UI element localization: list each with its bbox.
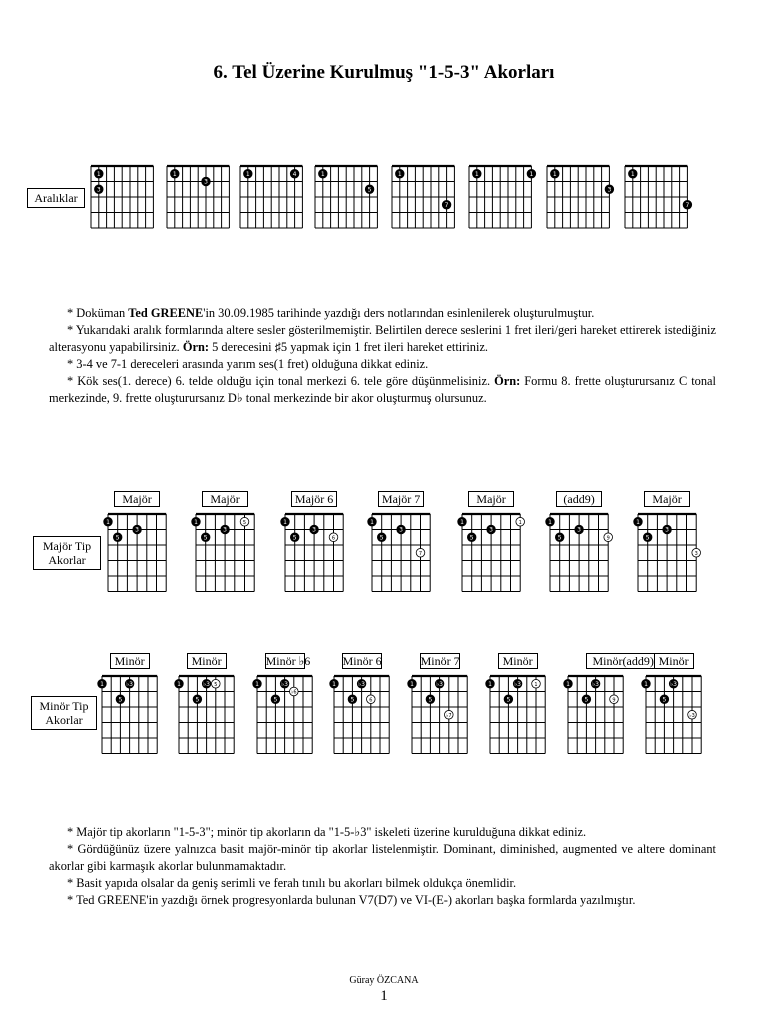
chord-name-label: Majör (114, 491, 160, 507)
note-degree-label: 1 (255, 680, 259, 688)
chord-diagram (542, 506, 616, 600)
note-degree-label: 5 (350, 696, 355, 704)
note-item: * Ted GREENE'in yazdığı örnek progresyonlarda bulunan V7(D7) ve VI-(E-) akorları başka formlarda yazılmıştır. (67, 893, 636, 907)
note-degree-label: 3 (96, 186, 101, 194)
note-degree-label: 6 (331, 535, 336, 542)
note-degree-label: 9 (606, 535, 610, 542)
note-degree-label: 3 (204, 178, 208, 186)
chord-diagram (482, 668, 553, 762)
note-degree-label: ♭3 (689, 712, 695, 719)
note-degree-label: 4 (292, 170, 297, 178)
note-degree-label: 1 (320, 170, 325, 178)
note-degree-label: 1 (106, 518, 110, 526)
note-degree-label: 3 (607, 186, 612, 194)
note-degree-label: 1 (644, 680, 648, 688)
notes-block-1 (49, 305, 716, 407)
chord-diagram (630, 506, 704, 600)
note-item: * Majör tip akorların "1-5-3"; minör tip akorların da "1-5-♭3" iskeleti üzerine kurulduğuna dikkat ediniz. (67, 825, 587, 839)
chord-name-label: Minör ♭6 (265, 654, 311, 668)
intervals-label: Aralıklar (27, 188, 85, 208)
chord-name-label: Minör (110, 653, 150, 669)
interval-diagram (232, 158, 310, 236)
chord-name-label: Majör 7 (378, 491, 424, 507)
note-degree-label: 1 (177, 680, 181, 688)
note-item: * Kök ses(1. derece) 6. telde olduğu için tonal merkezi 6. tele göre düşünmelisiniz. Örn: Formu 8. frette oluşturursanız C tonal merkezinde, 9. frette oluşturursanız D♭ tonal merkezinde bir akor oluşturmuş olursunuz. (49, 374, 716, 405)
note-item: * Basit yapıda olsalar da geniş serimli ve ferah tınılı bu akorları bilmek oldukça önemlidir. (67, 876, 517, 890)
note-item: * Doküman Ted GREENE'in 30.09.1985 tarihinde yazdığı ders notlarından esinlenilerek oluşturulmuştur. (67, 306, 595, 320)
note-degree-label: 1 (636, 518, 640, 526)
note-degree-label: 1 (566, 680, 570, 688)
chord-name-label: Minör (187, 653, 227, 669)
note-degree-label: 1 (410, 680, 414, 688)
note-degree-label: ♭3 (126, 680, 133, 688)
note-degree-label: 5 (662, 696, 667, 704)
note-degree-label: 5 (506, 696, 511, 704)
chord-name-label: Majör (468, 491, 514, 507)
chord-name-label: Majör (644, 491, 690, 507)
note-degree-label: 1 (96, 170, 101, 178)
note-degree-label: ♭3 (514, 680, 521, 688)
interval-diagram (461, 158, 539, 236)
notes-block-2 (49, 824, 716, 909)
chord-diagram (249, 668, 320, 762)
chord-diagram (100, 506, 174, 600)
note-degree-label: 5 (195, 696, 200, 704)
note-degree-label: 7 (418, 550, 423, 557)
note-degree-label: 3 (135, 526, 140, 534)
chord-diagram (171, 668, 242, 762)
note-degree-label: ♭3 (436, 680, 443, 688)
interval-diagram (384, 158, 462, 236)
chord-diagram (364, 506, 438, 600)
note-degree-label: 1 (552, 170, 557, 178)
note-degree-label: 3 (312, 526, 317, 534)
note-degree-label: 5 (118, 696, 123, 704)
page-number: 1 (380, 988, 388, 1004)
note-degree-label: 5 (214, 681, 218, 688)
note-degree-label: 5 (115, 534, 120, 542)
footer-author: Güray ÖZCANA (349, 975, 419, 986)
note-degree-label: 1 (518, 519, 522, 526)
chord-diagram (560, 668, 631, 762)
chord-name-label: Minör (498, 653, 538, 669)
note-degree-label: 3 (223, 526, 228, 534)
note-degree-label: 3 (489, 526, 494, 534)
note-degree-label: ♭3 (592, 680, 599, 688)
note-degree-label: 5 (469, 534, 474, 542)
note-degree-label: 5 (203, 534, 208, 542)
note-degree-label: 1 (397, 170, 402, 178)
note-degree-label: 1 (245, 170, 250, 178)
note-degree-label: ♭3 (358, 680, 365, 688)
note-degree-label: 1 (100, 680, 104, 688)
note-degree-label: 5 (428, 696, 433, 704)
note-degree-label: ♭3 (203, 680, 210, 688)
chord-name-label: Minör 6 (342, 654, 382, 668)
chord-name-label: Minör 7 (420, 654, 460, 668)
note-degree-label: 1 (460, 518, 464, 526)
interval-diagram (617, 158, 695, 236)
note-degree-label: 1 (474, 170, 479, 178)
note-degree-label: 3 (694, 550, 698, 557)
chord-diagram (188, 506, 262, 600)
note-degree-label: 5 (273, 696, 278, 704)
note-degree-label: ♭7 (446, 712, 452, 719)
note-degree-label: 6 (369, 697, 373, 704)
minor-type-label: Minör Tip Akorlar (31, 696, 97, 730)
interval-diagram (539, 158, 617, 236)
page-title: 6. Tel Üzerine Kurulmuş "1-5-3" Akorları (213, 62, 555, 83)
chord-name-label: (add9) (556, 491, 602, 507)
note-degree-label: 1 (548, 518, 552, 526)
note-degree-label: 7 (444, 201, 449, 209)
note-degree-label: 3 (577, 526, 582, 534)
note-degree-label: 5 (645, 534, 650, 542)
note-degree-label: 1 (172, 170, 177, 178)
note-degree-label: 1 (529, 170, 534, 178)
interval-diagram (83, 158, 161, 236)
note-degree-label: ♭3 (670, 680, 677, 688)
note-degree-label: 1 (630, 170, 635, 178)
chord-name-label: Majör (202, 491, 248, 507)
chord-name-label: Minör (654, 653, 694, 669)
note-degree-label: ♭6 (291, 689, 297, 696)
note-degree-label: 1 (332, 680, 336, 688)
note-degree-label: 1 (194, 518, 198, 526)
chord-diagram (277, 506, 351, 600)
note-degree-label: 5 (242, 519, 247, 526)
note-degree-label: 3 (399, 526, 404, 534)
note-degree-label: 1 (370, 518, 374, 526)
note-degree-label: 1 (534, 681, 538, 688)
chord-diagram (94, 668, 165, 762)
note-item: * 3-4 ve 7-1 dereceleri arasında yarım ses(1 fret) olduğuna dikkat ediniz. (67, 357, 429, 371)
note-degree-label: 5 (379, 534, 384, 542)
note-item: * Yukarıdaki aralık formlarında altere sesler gösterilmemiştir. Belirtilen derece seslerini 1 fret ileri/geri hareket ettirerek istediğiniz alterasyonu yapabilirsiniz. Örn: 5 derecesini ♯5 yapmak için 1 fret ileri hareket ettiriniz. (49, 323, 716, 354)
chord-diagram (454, 506, 528, 600)
note-degree-label: 1 (283, 518, 287, 526)
note-degree-label: 5 (367, 186, 372, 194)
chord-diagram (326, 668, 397, 762)
note-degree-label: 5 (584, 696, 589, 704)
note-degree-label: ♭3 (281, 680, 288, 688)
note-item: * Gördüğünüz üzere yalnızca basit majör-minör tip akorlar listelenmiştir. Dominant, diminished, augmented ve altere dominant akorlar gibi karmaşık akorlar bulunmamaktadır. (49, 842, 716, 873)
note-degree-label: 5 (557, 534, 562, 542)
interval-diagram (307, 158, 385, 236)
chord-name-label: Majör 6 (291, 491, 337, 507)
chord-diagram (404, 668, 475, 762)
chord-name-label: Minör(add9) (586, 653, 660, 669)
note-degree-label: 5 (292, 534, 297, 542)
major-type-label: Majör Tip Akorlar (33, 536, 101, 570)
chord-diagram (638, 668, 709, 762)
note-degree-label: 3 (665, 526, 670, 534)
note-degree-label: 9 (612, 697, 616, 704)
note-degree-label: 7 (685, 201, 690, 209)
interval-diagram (159, 158, 237, 236)
note-degree-label: 1 (488, 680, 492, 688)
